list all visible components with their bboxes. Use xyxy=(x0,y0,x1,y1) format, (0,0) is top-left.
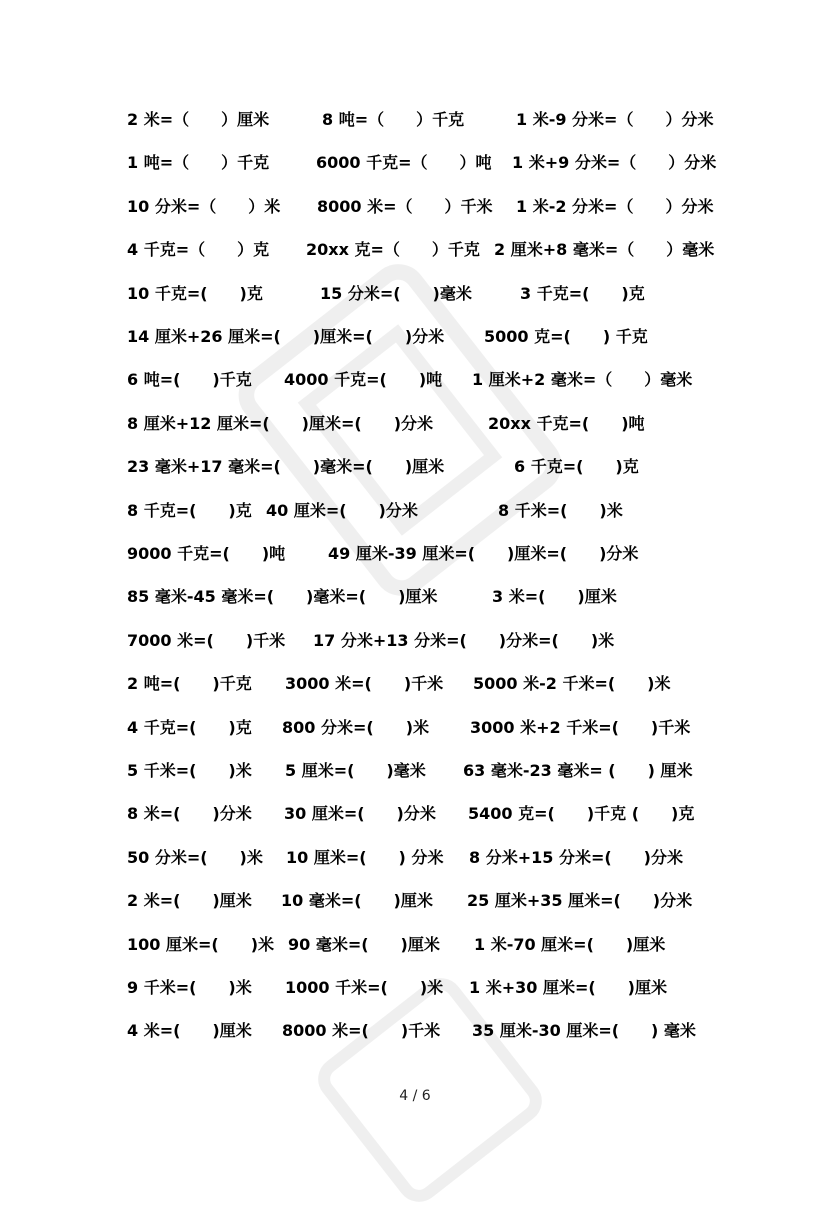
exercise-item: 1 米-2 分米=（ ）分米 xyxy=(516,196,714,216)
exercise-row xyxy=(0,672,830,696)
exercise-row xyxy=(0,412,830,436)
exercise-row xyxy=(0,585,830,609)
exercise-item: 14 厘米+26 厘米=( )厘米=( )分米 xyxy=(127,327,445,346)
exercise-item: 3000 米=( )千米 xyxy=(285,674,444,694)
exercise-row xyxy=(0,716,830,740)
exercise-item: 10 毫米=( )厘米 xyxy=(281,891,433,911)
exercise-item: 20xx 克=（ ）千克 xyxy=(306,240,480,260)
exercise-row xyxy=(0,282,830,306)
exercise-item: 7000 米=( )千米 xyxy=(127,630,286,650)
exercise-item: 5 千米=( )米 xyxy=(127,761,252,780)
exercise-row xyxy=(0,151,830,175)
exercise-item: 5000 米-2 千米=( )米 xyxy=(473,674,671,694)
exercise-item: 90 毫米=( )厘米 xyxy=(288,934,440,954)
exercise-row xyxy=(0,976,830,1000)
exercise-item: 8 分米+15 分米=( )分米 xyxy=(469,847,683,867)
exercise-item: 2 米=( )厘米 xyxy=(127,891,252,911)
exercise-item: 25 厘米+35 厘米=( )分米 xyxy=(467,891,693,911)
exercise-row xyxy=(0,238,830,262)
exercise-row xyxy=(0,846,830,870)
exercise-item: 1 米-9 分米=（ ）分米 xyxy=(516,110,714,129)
exercise-item: 8 厘米+12 厘米=( )厘米=( )分米 xyxy=(127,413,434,433)
exercise-item: 9000 千克=( )吨 xyxy=(127,544,286,563)
exercise-item: 15 分米=( )毫米 xyxy=(320,283,472,303)
exercise-item: 4 千克=（ ）克 xyxy=(127,240,270,260)
exercise-item: 63 毫米-23 毫米= ( ) 厘米 xyxy=(463,761,693,780)
exercise-row xyxy=(0,889,830,913)
exercise-row xyxy=(0,195,830,219)
exercise-item: 8 千克=( )克 xyxy=(127,500,252,520)
exercise-item: 10 厘米=( ) 分米 xyxy=(286,847,444,867)
exercise-item: 10 千克=( )克 xyxy=(127,283,263,303)
exercise-item: 9 千米=( )米 xyxy=(127,978,252,997)
exercise-item: 10 分米=（ ）米 xyxy=(127,196,281,216)
exercise-item: 6000 千克=（ ）吨 xyxy=(316,153,492,173)
exercise-item: 6 吨=( )千克 xyxy=(127,370,252,390)
exercise-item: 49 厘米-39 厘米=( )厘米=( )分米 xyxy=(328,544,639,563)
exercise-item: 23 毫米+17 毫米=( )毫米=( )厘米 xyxy=(127,457,445,477)
exercise-item: 8 吨=（ ）千克 xyxy=(322,110,465,129)
exercise-row xyxy=(0,933,830,957)
exercise-row xyxy=(0,542,830,566)
exercise-row xyxy=(0,1019,830,1043)
exercise-item: 35 厘米-30 厘米=( ) 毫米 xyxy=(472,1021,696,1041)
exercise-item: 2 吨=( )千克 xyxy=(127,674,252,694)
exercise-item: 5 厘米=( )毫米 xyxy=(285,761,426,780)
exercise-item: 5000 克=( ) 千克 xyxy=(484,327,648,346)
exercise-item: 5400 克=( )千克 ( )克 xyxy=(468,804,695,824)
exercise-item: 3000 米+2 千米=( )千米 xyxy=(470,717,691,737)
exercise-row xyxy=(0,629,830,653)
exercise-item: 1 米+9 分米=（ ）分米 xyxy=(512,153,717,173)
exercise-row xyxy=(0,325,830,349)
exercise-item: 85 毫米-45 毫米=( )毫米=( )厘米 xyxy=(127,587,438,607)
exercise-item: 1 米+30 厘米=( )厘米 xyxy=(469,978,667,997)
exercise-item: 4 千克=( )克 xyxy=(127,717,252,737)
exercise-item: 1 厘米+2 毫米=（ ）毫米 xyxy=(472,370,693,390)
exercise-row xyxy=(0,368,830,392)
exercise-item: 8000 米=( )千米 xyxy=(282,1021,441,1041)
exercise-item: 8 千米=( )米 xyxy=(498,500,623,520)
exercise-item: 100 厘米=( )米 xyxy=(127,934,275,954)
exercise-item: 3 千克=( )克 xyxy=(520,283,645,303)
exercise-item: 30 厘米=( )分米 xyxy=(284,804,436,824)
exercise-item: 2 米=（ ）厘米 xyxy=(127,110,270,129)
exercise-item: 1 米-70 厘米=( )厘米 xyxy=(474,934,666,954)
exercise-item: 1000 千米=( )米 xyxy=(285,978,444,997)
exercise-item: 800 分米=( )米 xyxy=(282,717,430,737)
exercise-item: 1 吨=（ ）千克 xyxy=(127,153,270,173)
exercise-item: 8 米=( )分米 xyxy=(127,804,252,824)
exercise-row xyxy=(0,759,830,783)
exercise-item: 40 厘米=( )分米 xyxy=(266,500,418,520)
exercise-item: 17 分米+13 分米=( )分米=( )米 xyxy=(313,630,615,650)
exercise-item: 20xx 千克=( )吨 xyxy=(488,413,645,433)
exercise-item: 50 分米=( )米 xyxy=(127,847,263,867)
page-number: 4 / 6 xyxy=(399,1088,431,1104)
exercise-item: 3 米=( )厘米 xyxy=(492,587,617,607)
exercise-item: 8000 米=（ ）千米 xyxy=(317,196,493,216)
exercise-row xyxy=(0,108,830,132)
exercise-item: 4000 千克=( )吨 xyxy=(284,370,443,390)
exercise-row xyxy=(0,802,830,826)
exercise-item: 6 千克=( )克 xyxy=(514,457,639,477)
exercise-item: 4 米=( )厘米 xyxy=(127,1021,252,1041)
exercise-item: 2 厘米+8 毫米=（ ）毫米 xyxy=(494,240,715,260)
exercise-row xyxy=(0,499,830,523)
exercise-row xyxy=(0,455,830,479)
